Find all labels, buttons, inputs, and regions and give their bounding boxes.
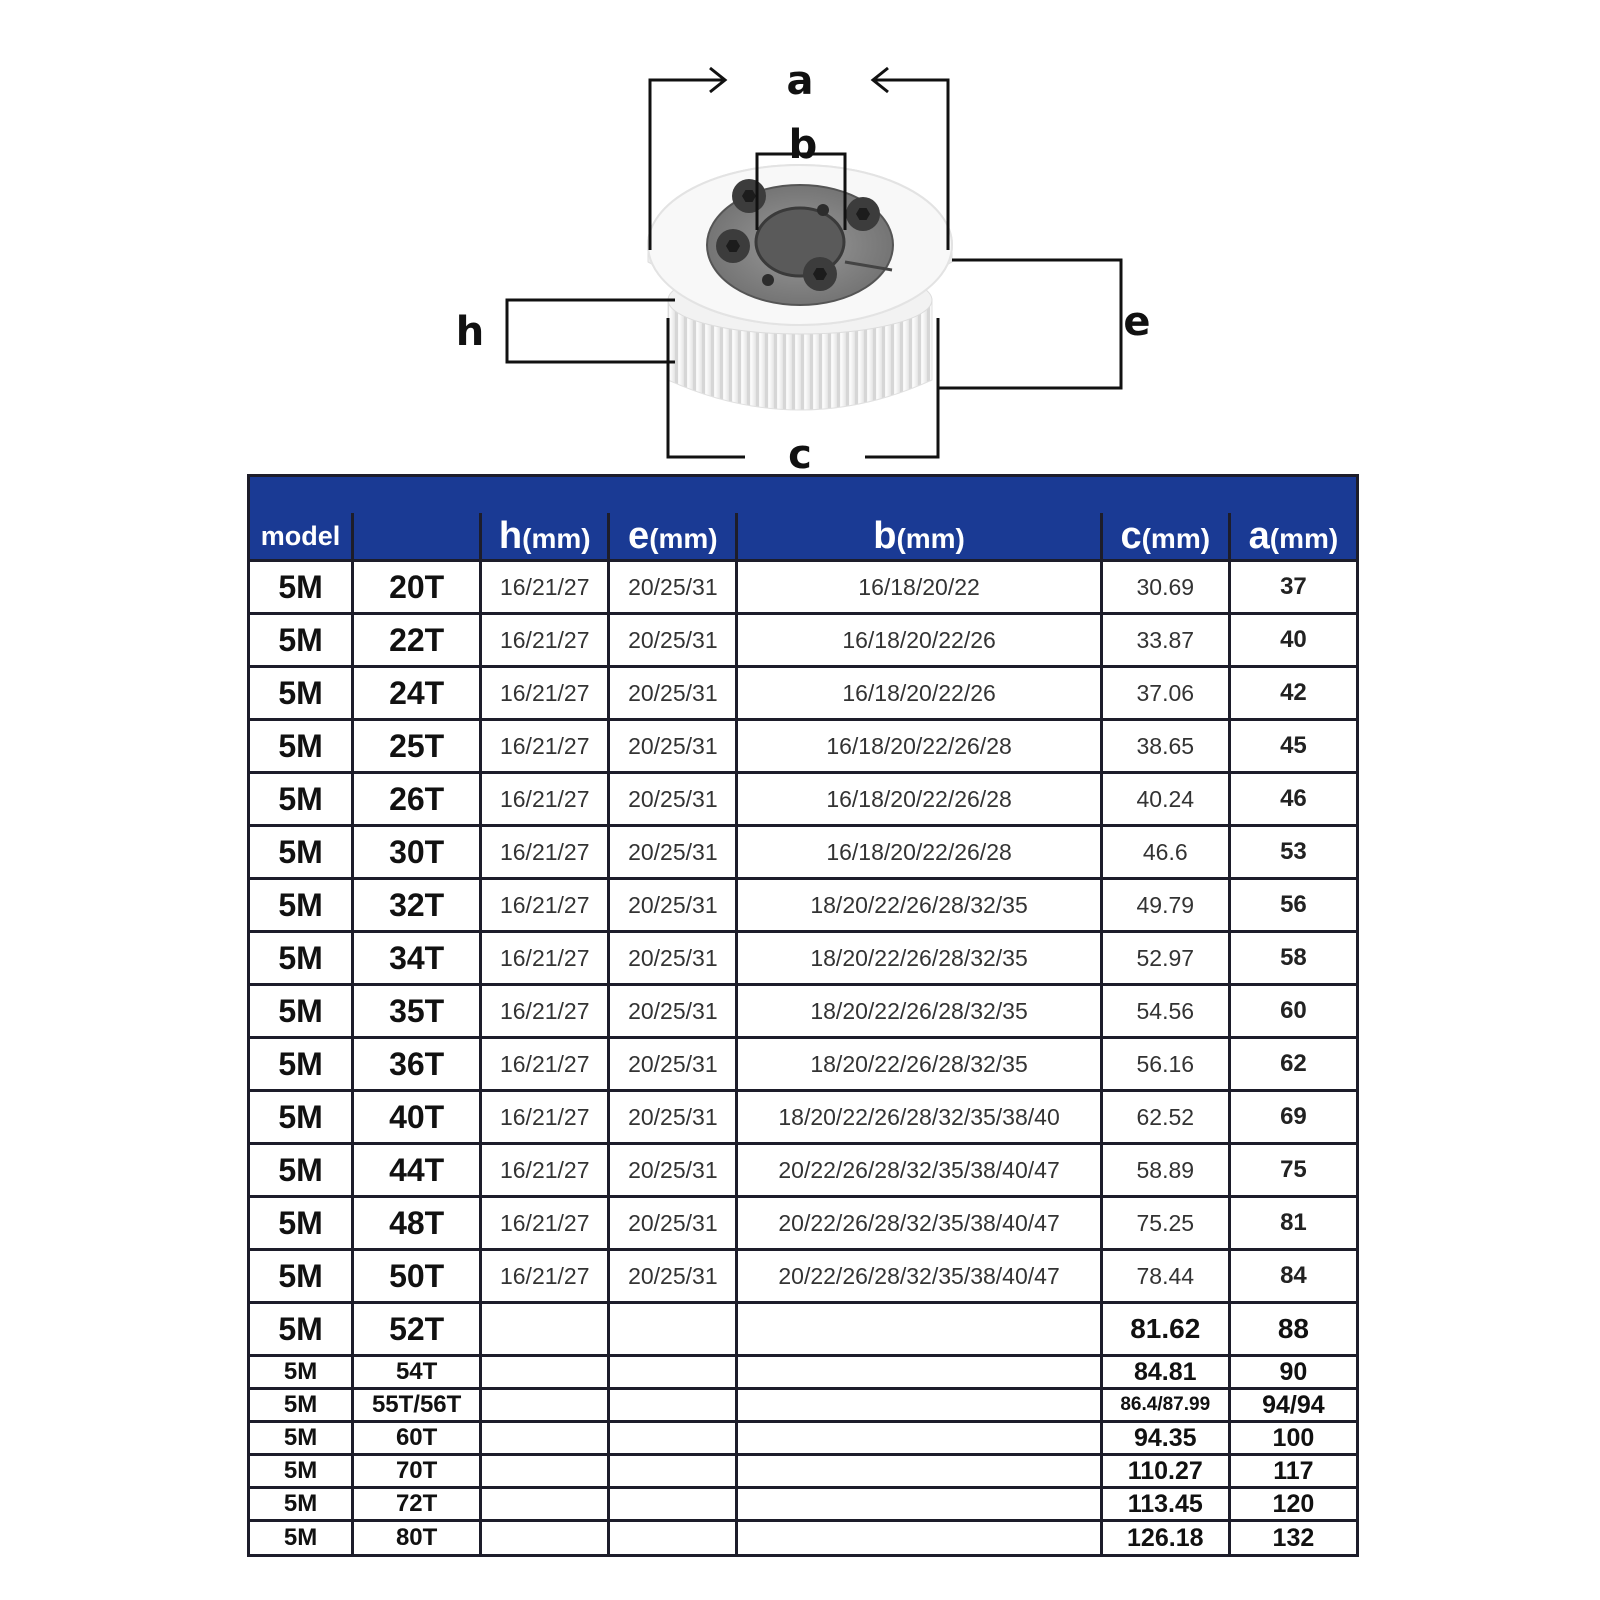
cell-a: 46: [1229, 773, 1357, 826]
cell-c: 56.16: [1101, 1038, 1229, 1091]
cell-model: 5M: [249, 879, 353, 932]
cell-model: 5M: [249, 561, 353, 614]
cell-b: 18/20/22/26/28/32/35: [737, 1038, 1101, 1091]
cell-teeth: 60T: [353, 1422, 481, 1455]
cell-h: 16/21/27: [481, 879, 609, 932]
cell-e: [609, 1356, 737, 1389]
cell-c: 49.79: [1101, 879, 1229, 932]
dimension-label-h: h: [455, 309, 485, 355]
cell-b: 16/18/20/22/26/28: [737, 720, 1101, 773]
cell-model: 5M: [249, 985, 353, 1038]
cell-h: [481, 1422, 609, 1455]
cell-h: 16/21/27: [481, 1144, 609, 1197]
table-row: [249, 561, 1358, 614]
hex-screw: [803, 257, 837, 291]
table-row: [249, 1197, 1358, 1250]
cell-model: 5M: [249, 1038, 353, 1091]
cell-teeth: 35T: [353, 985, 481, 1038]
cell-a: 56: [1229, 879, 1357, 932]
cell-e: [609, 1303, 737, 1356]
cell-a: 37: [1229, 561, 1357, 614]
cell-e: 20/25/31: [609, 826, 737, 879]
cell-c: 62.52: [1101, 1091, 1229, 1144]
cell-model: 5M: [249, 826, 353, 879]
cell-teeth: 32T: [353, 879, 481, 932]
cell-b: 18/20/22/26/28/32/35: [737, 985, 1101, 1038]
cell-model: 5M: [249, 1197, 353, 1250]
cell-teeth: 36T: [353, 1038, 481, 1091]
cell-c: 54.56: [1101, 985, 1229, 1038]
cell-c: 52.97: [1101, 932, 1229, 985]
table-row: [249, 773, 1358, 826]
cell-model: 5M: [249, 1488, 353, 1521]
cell-e: 20/25/31: [609, 773, 737, 826]
cell-c: 38.65: [1101, 720, 1229, 773]
table-row: [249, 1389, 1358, 1422]
table-row: [249, 1488, 1358, 1521]
cell-model: 5M: [249, 614, 353, 667]
dimension-label-a: a: [786, 58, 814, 104]
cell-model: 5M: [249, 1144, 353, 1197]
cell-e: 20/25/31: [609, 720, 737, 773]
cell-b: [737, 1356, 1101, 1389]
cell-e: [609, 1521, 737, 1556]
cell-c: 113.45: [1101, 1488, 1229, 1521]
cell-teeth: 34T: [353, 932, 481, 985]
cell-teeth: 70T: [353, 1455, 481, 1488]
cell-b: [737, 1488, 1101, 1521]
table-row: [249, 985, 1358, 1038]
cell-e: [609, 1455, 737, 1488]
cell-a: 53: [1229, 826, 1357, 879]
table-row: [249, 1422, 1358, 1455]
cell-b: 20/22/26/28/32/35/38/40/47: [737, 1197, 1101, 1250]
cell-a: 94/94: [1229, 1389, 1357, 1422]
cell-h: 16/21/27: [481, 932, 609, 985]
header-b: b(mm): [737, 513, 1101, 561]
cell-h: 16/21/27: [481, 720, 609, 773]
cell-b: 20/22/26/28/32/35/38/40/47: [737, 1144, 1101, 1197]
pulley-spec-table: [247, 474, 1359, 1557]
dimension-label-b: b: [788, 122, 818, 168]
cell-b: 16/18/20/22/26: [737, 667, 1101, 720]
cell-teeth: 52T: [353, 1303, 481, 1356]
cell-a: 62: [1229, 1038, 1357, 1091]
cell-teeth: 26T: [353, 773, 481, 826]
cell-h: 16/21/27: [481, 667, 609, 720]
cell-c: 40.24: [1101, 773, 1229, 826]
cell-a: 81: [1229, 1197, 1357, 1250]
cell-a: 58: [1229, 932, 1357, 985]
cell-b: 18/20/22/26/28/32/35/38/40: [737, 1091, 1101, 1144]
hex-screw: [716, 229, 750, 263]
cell-teeth: 30T: [353, 826, 481, 879]
table-header-row: [249, 513, 1358, 561]
cell-e: 20/25/31: [609, 667, 737, 720]
table-row: [249, 1356, 1358, 1389]
cell-e: 20/25/31: [609, 1250, 737, 1303]
cell-c: 30.69: [1101, 561, 1229, 614]
cell-c: 84.81: [1101, 1356, 1229, 1389]
table-row: [249, 614, 1358, 667]
cell-c: 110.27: [1101, 1455, 1229, 1488]
cell-e: 20/25/31: [609, 614, 737, 667]
cell-e: [609, 1422, 737, 1455]
cell-b: 16/18/20/22/26/28: [737, 826, 1101, 879]
cell-c: 86.4/87.99: [1101, 1389, 1229, 1422]
cell-a: 42: [1229, 667, 1357, 720]
cell-teeth: 24T: [353, 667, 481, 720]
table-row: [249, 1250, 1358, 1303]
cell-b: 18/20/22/26/28/32/35: [737, 932, 1101, 985]
cell-teeth: 22T: [353, 614, 481, 667]
cell-model: 5M: [249, 667, 353, 720]
cell-b: [737, 1521, 1101, 1556]
cell-a: 117: [1229, 1455, 1357, 1488]
table-row: [249, 1091, 1358, 1144]
cell-b: [737, 1303, 1101, 1356]
header-model: model: [249, 513, 353, 561]
cell-h: 16/21/27: [481, 773, 609, 826]
cell-model: 5M: [249, 773, 353, 826]
cell-h: 16/21/27: [481, 561, 609, 614]
cell-b: [737, 1389, 1101, 1422]
cell-h: 16/21/27: [481, 985, 609, 1038]
cell-h: 16/21/27: [481, 1250, 609, 1303]
cell-model: 5M: [249, 1250, 353, 1303]
cell-e: 20/25/31: [609, 1197, 737, 1250]
cell-h: [481, 1356, 609, 1389]
cell-a: 132: [1229, 1521, 1357, 1556]
cell-model: 5M: [249, 1356, 353, 1389]
cell-model: 5M: [249, 1521, 353, 1556]
cell-h: [481, 1521, 609, 1556]
cell-c: 33.87: [1101, 614, 1229, 667]
cell-a: 40: [1229, 614, 1357, 667]
cell-a: 75: [1229, 1144, 1357, 1197]
cell-b: 16/18/20/22/26: [737, 614, 1101, 667]
cell-a: 69: [1229, 1091, 1357, 1144]
cell-b: [737, 1455, 1101, 1488]
table-row: [249, 1303, 1358, 1356]
cell-h: [481, 1455, 609, 1488]
cell-teeth: 20T: [353, 561, 481, 614]
table-top-band: [249, 476, 1358, 514]
cell-model: 5M: [249, 1455, 353, 1488]
cell-model: 5M: [249, 1303, 353, 1356]
cell-teeth: 54T: [353, 1356, 481, 1389]
table-row: [249, 1038, 1358, 1091]
table-row: [249, 720, 1358, 773]
cell-h: 16/21/27: [481, 1197, 609, 1250]
cell-b: 18/20/22/26/28/32/35: [737, 879, 1101, 932]
cell-b: [737, 1422, 1101, 1455]
cell-teeth: 25T: [353, 720, 481, 773]
cell-a: 84: [1229, 1250, 1357, 1303]
cell-h: [481, 1488, 609, 1521]
pulley-image: [648, 165, 952, 410]
cell-b: 20/22/26/28/32/35/38/40/47: [737, 1250, 1101, 1303]
cell-teeth: 44T: [353, 1144, 481, 1197]
cell-e: 20/25/31: [609, 1144, 737, 1197]
header-c: c(mm): [1101, 513, 1229, 561]
cell-e: 20/25/31: [609, 879, 737, 932]
cell-h: [481, 1389, 609, 1422]
cell-h: 16/21/27: [481, 1091, 609, 1144]
table-row: [249, 1521, 1358, 1556]
table-row: [249, 879, 1358, 932]
cell-e: 20/25/31: [609, 932, 737, 985]
hex-screw: [732, 179, 766, 213]
cell-h: [481, 1303, 609, 1356]
cell-teeth: 55T/56T: [353, 1389, 481, 1422]
cell-h: 16/21/27: [481, 614, 609, 667]
cell-e: 20/25/31: [609, 1091, 737, 1144]
cell-c: 81.62: [1101, 1303, 1229, 1356]
cell-a: 100: [1229, 1422, 1357, 1455]
dimension-label-e: e: [1123, 299, 1151, 345]
cell-model: 5M: [249, 720, 353, 773]
cell-b: 16/18/20/22/26/28: [737, 773, 1101, 826]
cell-e: 20/25/31: [609, 1038, 737, 1091]
cell-c: 75.25: [1101, 1197, 1229, 1250]
cell-c: 37.06: [1101, 667, 1229, 720]
dimension-label-c: c: [788, 432, 812, 470]
cell-e: 20/25/31: [609, 561, 737, 614]
table-row: [249, 826, 1358, 879]
header-h: h(mm): [481, 513, 609, 561]
cell-c: 46.6: [1101, 826, 1229, 879]
cell-b: 16/18/20/22: [737, 561, 1101, 614]
cell-h: 16/21/27: [481, 1038, 609, 1091]
cell-c: 94.35: [1101, 1422, 1229, 1455]
table-row: [249, 667, 1358, 720]
cell-model: 5M: [249, 1091, 353, 1144]
table-row: [249, 932, 1358, 985]
hex-screw: [846, 197, 880, 231]
cell-c: 126.18: [1101, 1521, 1229, 1556]
cell-a: 45: [1229, 720, 1357, 773]
cell-model: 5M: [249, 1389, 353, 1422]
cell-teeth: 48T: [353, 1197, 481, 1250]
header-a: a(mm): [1229, 513, 1357, 561]
cell-a: 88: [1229, 1303, 1357, 1356]
cell-model: 5M: [249, 1422, 353, 1455]
cell-c: 78.44: [1101, 1250, 1229, 1303]
cell-teeth: 50T: [353, 1250, 481, 1303]
cell-a: 60: [1229, 985, 1357, 1038]
header-teeth: [353, 513, 481, 561]
cell-e: [609, 1488, 737, 1521]
cell-teeth: 80T: [353, 1521, 481, 1556]
cell-model: 5M: [249, 932, 353, 985]
pulley-dimension-diagram: [0, 0, 1600, 470]
cell-a: 120: [1229, 1488, 1357, 1521]
table-row: [249, 1144, 1358, 1197]
cell-teeth: 40T: [353, 1091, 481, 1144]
cell-e: 20/25/31: [609, 985, 737, 1038]
cell-c: 58.89: [1101, 1144, 1229, 1197]
header-e: e(mm): [609, 513, 737, 561]
cell-a: 90: [1229, 1356, 1357, 1389]
cell-e: [609, 1389, 737, 1422]
cell-h: 16/21/27: [481, 826, 609, 879]
table-row: [249, 1455, 1358, 1488]
cell-teeth: 72T: [353, 1488, 481, 1521]
